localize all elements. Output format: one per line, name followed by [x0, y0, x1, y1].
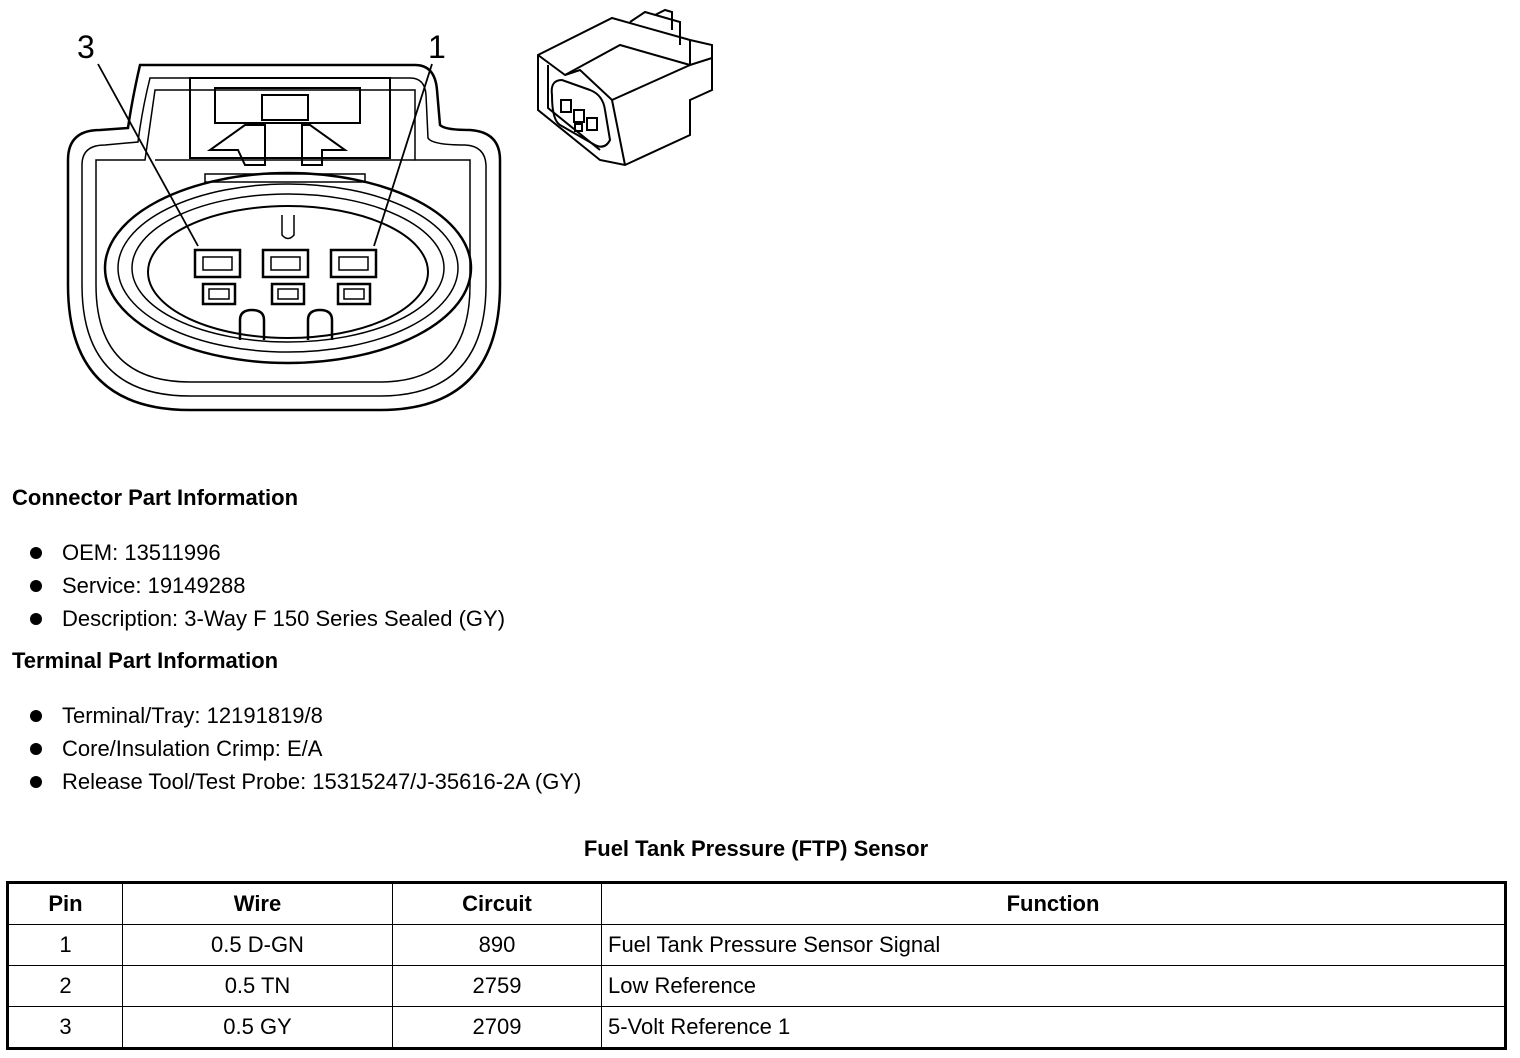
- cavity-3: [195, 250, 240, 277]
- connector-face-diagram: [60, 25, 520, 415]
- bullet-icon: [30, 710, 42, 722]
- cell-wire: 0.5 GY: [123, 1007, 393, 1049]
- bullet-icon: [30, 613, 42, 625]
- column-header-pin: Pin: [8, 883, 123, 925]
- list-item: Core/Insulation Crimp: E/A: [28, 732, 581, 765]
- cell-circuit: 2709: [393, 1007, 602, 1049]
- column-header-wire: Wire: [123, 883, 393, 925]
- table-header-row: [8, 883, 1506, 925]
- leader-pin-3: [98, 64, 198, 246]
- cell-function: Low Reference: [602, 966, 1506, 1007]
- connector-info-heading: Connector Part Information: [12, 485, 299, 510]
- list-item: Release Tool/Test Probe: 15315247/J-35616-2A (GY): [28, 765, 581, 798]
- list-item: Description: 3-Way F 150 Series Sealed (GY): [28, 602, 505, 635]
- cell-pin: 1: [8, 925, 123, 966]
- table-row: [8, 966, 1506, 1007]
- iso-body: [538, 18, 712, 165]
- cell-circuit: 890: [393, 925, 602, 966]
- cell-circuit: 2759: [393, 966, 602, 1007]
- table-row: [8, 925, 1506, 966]
- cell-function: 5-Volt Reference 1: [602, 1007, 1506, 1049]
- pin-callout-1: 1: [428, 29, 446, 65]
- table-row: [8, 1007, 1506, 1049]
- cell-pin: 3: [8, 1007, 123, 1049]
- bullet-icon: [30, 776, 42, 788]
- connector-info-list: [28, 536, 505, 635]
- list-item: Terminal/Tray: 12191819/8: [28, 699, 581, 732]
- bullet-icon: [30, 580, 42, 592]
- cell-wire: 0.5 TN: [123, 966, 393, 1007]
- table-title: Fuel Tank Pressure (FTP) Sensor: [583, 836, 929, 861]
- cavity-2: [263, 250, 308, 277]
- column-header-function: Function: [602, 883, 1506, 925]
- terminal-info-heading: Terminal Part Information: [12, 648, 279, 673]
- bullet-icon: [30, 547, 42, 559]
- cell-wire: 0.5 D-GN: [123, 925, 393, 966]
- pin-callout-3: 3: [77, 29, 95, 65]
- seal-inner: [148, 206, 428, 338]
- pin-table: [6, 881, 1507, 1050]
- cavity-1: [331, 250, 376, 277]
- cell-function: Fuel Tank Pressure Sensor Signal: [602, 925, 1506, 966]
- list-item: Service: 19149288: [28, 569, 505, 602]
- cell-pin: 2: [8, 966, 123, 1007]
- seal-outer: [105, 173, 471, 363]
- column-header-circuit: Circuit: [393, 883, 602, 925]
- list-item: OEM: 13511996: [28, 536, 505, 569]
- bullet-icon: [30, 743, 42, 755]
- connector-isometric-diagram: [530, 5, 720, 175]
- terminal-info-list: [28, 699, 581, 798]
